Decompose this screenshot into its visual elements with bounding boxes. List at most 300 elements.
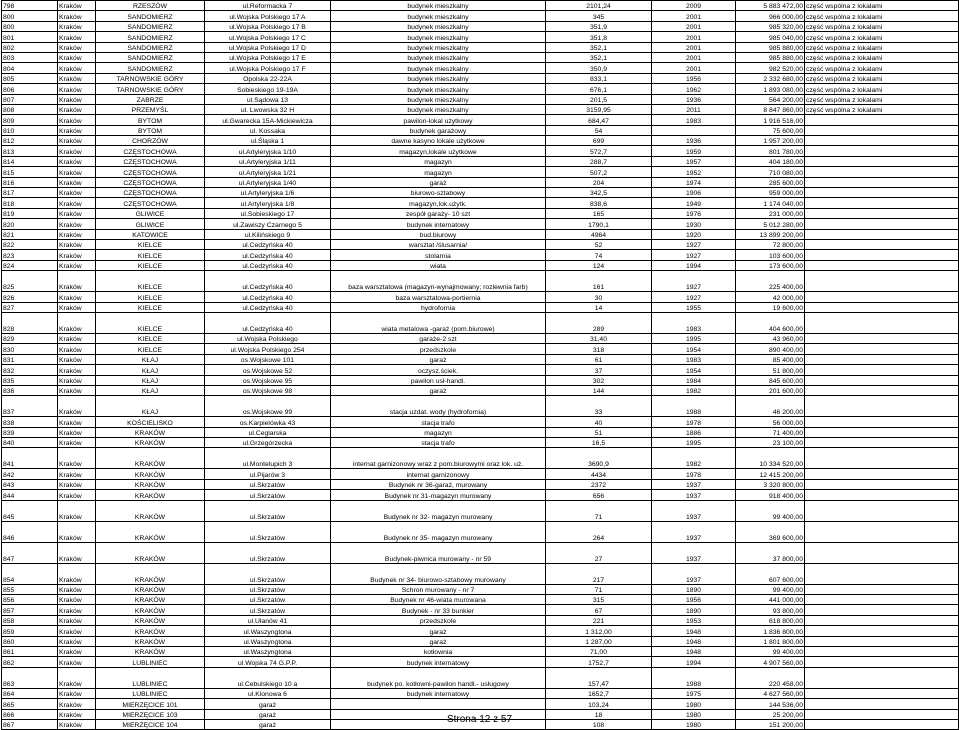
table-cell bbox=[805, 125, 959, 135]
table-cell: bud.biurowy bbox=[331, 229, 546, 239]
table-cell: 18 bbox=[546, 709, 652, 719]
table-cell: ul.Skrzatów bbox=[205, 584, 331, 594]
table-cell: Kraków bbox=[58, 584, 96, 594]
table-cell: 25 200,00 bbox=[736, 709, 805, 719]
table-cell: 1978 bbox=[652, 469, 736, 479]
table-cell: 854 bbox=[2, 563, 58, 584]
table-cell: 342,5 bbox=[546, 188, 652, 198]
table-cell bbox=[805, 292, 959, 302]
table-cell: 823 bbox=[2, 250, 58, 260]
table-cell: garaż bbox=[205, 699, 331, 709]
table-cell: baza warsztatowa-portiernia bbox=[331, 292, 546, 302]
table-cell: KRAKÓW bbox=[96, 563, 205, 584]
table-cell: Kraków bbox=[58, 52, 96, 62]
table-cell bbox=[805, 667, 959, 688]
table-cell: KRAKÓW bbox=[96, 469, 205, 479]
table-cell bbox=[805, 542, 959, 563]
table-cell: Kraków bbox=[58, 448, 96, 469]
table-cell: 285 600,00 bbox=[736, 177, 805, 187]
table-cell: KRAKÓW bbox=[96, 584, 205, 594]
table-cell: część wspólna z lokalami bbox=[805, 21, 959, 31]
table-cell: Kraków bbox=[58, 32, 96, 42]
table-cell: SANDOMIERZ bbox=[96, 11, 205, 21]
table-cell: 1937 bbox=[652, 500, 736, 521]
table-cell: Kraków bbox=[58, 94, 96, 104]
table-cell: 33 bbox=[546, 396, 652, 417]
table-cell: 302 bbox=[546, 375, 652, 385]
table-cell: garaż bbox=[205, 709, 331, 719]
table-row bbox=[2, 136, 959, 146]
table-cell: budynek mieszkalny bbox=[331, 63, 546, 73]
table-cell: część wspólna z lokalami bbox=[805, 84, 959, 94]
table-cell: KATOWICE bbox=[96, 229, 205, 239]
table-cell: Kraków bbox=[58, 657, 96, 667]
table-cell bbox=[805, 605, 959, 615]
table-row bbox=[2, 657, 959, 667]
table-row bbox=[2, 219, 959, 229]
table-cell: 13 899 200,00 bbox=[736, 229, 805, 239]
table-cell: 1957 bbox=[652, 156, 736, 166]
table-cell bbox=[805, 136, 959, 146]
table-cell: 2001 bbox=[652, 32, 736, 42]
table-cell: os.Karpielówka 43 bbox=[205, 417, 331, 427]
table-row bbox=[2, 11, 959, 21]
table-cell: Kraków bbox=[58, 260, 96, 270]
table-cell: 844 bbox=[2, 490, 58, 500]
table-cell: 1 957 200,00 bbox=[736, 136, 805, 146]
table-cell: 807 bbox=[2, 94, 58, 104]
table-cell: KŁAJ bbox=[96, 385, 205, 395]
table-cell: warsztat /ślusarnia/ bbox=[331, 239, 546, 249]
table-cell: Kraków bbox=[58, 208, 96, 218]
table-cell: Kraków bbox=[58, 104, 96, 114]
table-cell: 857 bbox=[2, 605, 58, 615]
table-cell: 1930 bbox=[652, 219, 736, 229]
table-cell: magazyn bbox=[331, 156, 546, 166]
table-cell: ul.Skrzatów bbox=[205, 542, 331, 563]
table-cell: Kraków bbox=[58, 42, 96, 52]
table-cell: budynek mieszkalny bbox=[331, 73, 546, 83]
table-cell: 220 458,00 bbox=[736, 667, 805, 688]
table-cell: 1994 bbox=[652, 657, 736, 667]
table-cell: KIELCE bbox=[96, 344, 205, 354]
table-cell: KIELCE bbox=[96, 302, 205, 312]
table-cell bbox=[805, 417, 959, 427]
table-row bbox=[2, 699, 959, 709]
table-row bbox=[2, 125, 959, 135]
table-cell: Kraków bbox=[58, 490, 96, 500]
table-cell: Kraków bbox=[58, 417, 96, 427]
table-cell: 1984 bbox=[652, 375, 736, 385]
table-cell: 959 000,00 bbox=[736, 188, 805, 198]
table-cell: os.Wojskowe 98 bbox=[205, 385, 331, 395]
table-cell: Kraków bbox=[58, 365, 96, 375]
table-cell: Kraków bbox=[58, 167, 96, 177]
table-cell: ul. Kossaka bbox=[205, 125, 331, 135]
table-cell: 831 bbox=[2, 354, 58, 364]
table-cell: 864 bbox=[2, 688, 58, 698]
table-cell: 572,7 bbox=[546, 146, 652, 156]
table-cell bbox=[805, 365, 959, 375]
table-cell: 4 907 560,00 bbox=[736, 657, 805, 667]
table-row bbox=[2, 333, 959, 343]
table-cell: CZĘSTOCHOWA bbox=[96, 167, 205, 177]
table-cell: Budynek - nr 33 bunkier bbox=[331, 605, 546, 615]
table-cell: 861 bbox=[2, 646, 58, 656]
table-cell: 812 bbox=[2, 136, 58, 146]
table-cell: BYTOM bbox=[96, 115, 205, 125]
table-cell: 72 800,00 bbox=[736, 239, 805, 249]
table-cell: Kraków bbox=[58, 396, 96, 417]
table-cell: Kraków bbox=[58, 699, 96, 709]
table-cell: 315 bbox=[546, 595, 652, 605]
table-cell: LUBLINIEC bbox=[96, 657, 205, 667]
table-row bbox=[2, 239, 959, 249]
table-cell: 820 bbox=[2, 219, 58, 229]
table-cell: magazyn,lokale użytkowe bbox=[331, 146, 546, 156]
table-cell: Kraków bbox=[58, 688, 96, 698]
table-cell: garaż bbox=[331, 636, 546, 646]
table-cell: Kraków bbox=[58, 312, 96, 333]
table-cell bbox=[805, 615, 959, 625]
table-cell: ul.Montelupich 3 bbox=[205, 448, 331, 469]
table-cell: 217 bbox=[546, 563, 652, 584]
table-cell: budynek mieszkalny bbox=[331, 21, 546, 31]
table-cell: 806 bbox=[2, 84, 58, 94]
table-cell: magazyn,lok.użytk. bbox=[331, 198, 546, 208]
table-cell: 1976 bbox=[652, 208, 736, 218]
table-cell: ul.Pijarów 3 bbox=[205, 469, 331, 479]
table-cell bbox=[805, 156, 959, 166]
table-cell: biurowo-sztabowy bbox=[331, 188, 546, 198]
table-cell: 1 801 800,00 bbox=[736, 636, 805, 646]
table-cell: część wspólna z lokalami bbox=[805, 73, 959, 83]
table-cell: ul.Skrzatów bbox=[205, 521, 331, 542]
table-cell: 1936 bbox=[652, 94, 736, 104]
table-cell: 818 bbox=[2, 198, 58, 208]
table-cell bbox=[805, 595, 959, 605]
table-cell: Schron murowany - nr 7 bbox=[331, 584, 546, 594]
table-cell: baza warsztatowa (magazyn-wynajmowany; rozlewnia farb) bbox=[331, 271, 546, 292]
table-cell: budynek mieszkalny bbox=[331, 94, 546, 104]
table-cell: 839 bbox=[2, 427, 58, 437]
table-cell: 815 bbox=[2, 167, 58, 177]
table-cell bbox=[805, 479, 959, 489]
table-cell: Kraków bbox=[58, 198, 96, 208]
table-cell: 867 bbox=[2, 719, 58, 729]
table-cell: ul.Waszyngtona bbox=[205, 636, 331, 646]
table-cell: 1982 bbox=[652, 448, 736, 469]
table-cell: Kraków bbox=[58, 177, 96, 187]
table-cell: 369 600,00 bbox=[736, 521, 805, 542]
table-cell: budynek mieszkalny bbox=[331, 84, 546, 94]
table-row bbox=[2, 312, 959, 333]
table-cell: magazyn bbox=[331, 427, 546, 437]
table-cell: budynek mieszkalny bbox=[331, 42, 546, 52]
table-cell: KRAKÓW bbox=[96, 595, 205, 605]
table-cell: 1 836 800,00 bbox=[736, 626, 805, 636]
table-cell: ul.Skrzatów bbox=[205, 595, 331, 605]
asset-table bbox=[1, 0, 959, 730]
table-cell: ul.Zawiszy Czarnego 5 bbox=[205, 219, 331, 229]
table-cell: stacja uzdat. wody (hydrofornia) bbox=[331, 396, 546, 417]
table-cell: 4 627 560,00 bbox=[736, 688, 805, 698]
table-cell: KRAKÓW bbox=[96, 438, 205, 448]
table-cell: 824 bbox=[2, 260, 58, 270]
table-cell: SANDOMIERZ bbox=[96, 21, 205, 31]
table-cell bbox=[805, 427, 959, 437]
table-cell: TARNOWSKIE GÓRY bbox=[96, 84, 205, 94]
table-cell: 1890 bbox=[652, 584, 736, 594]
table-cell: 798 bbox=[2, 1, 58, 11]
table-cell: Kraków bbox=[58, 563, 96, 584]
table-cell: 204 bbox=[546, 177, 652, 187]
table-row bbox=[2, 448, 959, 469]
table-cell: Kraków bbox=[58, 344, 96, 354]
table-cell: Kraków bbox=[58, 479, 96, 489]
table-cell: Kraków bbox=[58, 292, 96, 302]
table-cell: 828 bbox=[2, 312, 58, 333]
table-cell bbox=[805, 146, 959, 156]
table-row bbox=[2, 42, 959, 52]
table-cell: 144 536,00 bbox=[736, 699, 805, 709]
table-cell: budynek po. kotłowni-pawilon handl.- usługowy bbox=[331, 667, 546, 688]
table-cell bbox=[805, 229, 959, 239]
table-row bbox=[2, 479, 959, 489]
table-row bbox=[2, 667, 959, 688]
table-cell: GLIWICE bbox=[96, 219, 205, 229]
table-cell: 1 174 040,00 bbox=[736, 198, 805, 208]
table-cell: oczysz.ściek. bbox=[331, 365, 546, 375]
table-cell: 859 bbox=[2, 626, 58, 636]
table-cell: 832 bbox=[2, 365, 58, 375]
table-cell: 1980 bbox=[652, 699, 736, 709]
table-cell: 676,1 bbox=[546, 84, 652, 94]
table-cell: KRAKÓW bbox=[96, 542, 205, 563]
table-cell: zespół garaży- 10 szt bbox=[331, 208, 546, 218]
table-cell: 1 916 516,00 bbox=[736, 115, 805, 125]
table-cell: 837 bbox=[2, 396, 58, 417]
table-cell: MIERZĘCICE 104 bbox=[96, 719, 205, 729]
table-cell: 19 600,00 bbox=[736, 302, 805, 312]
table-cell bbox=[805, 521, 959, 542]
table-cell: Kraków bbox=[58, 63, 96, 73]
table-cell: stacja trafo bbox=[331, 417, 546, 427]
table-cell: Kraków bbox=[58, 354, 96, 364]
table-cell: 1954 bbox=[652, 365, 736, 375]
table-cell: 856 bbox=[2, 595, 58, 605]
table-cell: ul.Wojska 74 G.P.P. bbox=[205, 657, 331, 667]
table-cell: Kraków bbox=[58, 188, 96, 198]
table-cell: 288,7 bbox=[546, 156, 652, 166]
table-cell: 23 100,00 bbox=[736, 438, 805, 448]
table-row bbox=[2, 94, 959, 104]
table-cell bbox=[805, 312, 959, 333]
table-cell: KRAKÓW bbox=[96, 521, 205, 542]
table-cell: 829 bbox=[2, 333, 58, 343]
table-row bbox=[2, 32, 959, 42]
table-cell: 918 400,00 bbox=[736, 490, 805, 500]
table-cell: część wspólna z lokalami bbox=[805, 63, 959, 73]
table-cell: 345 bbox=[546, 11, 652, 21]
table-cell: 56 000,00 bbox=[736, 417, 805, 427]
table-cell: LUBLINIEC bbox=[96, 667, 205, 688]
table-cell: 71,00 bbox=[546, 646, 652, 656]
table-cell: 1978 bbox=[652, 417, 736, 427]
table-cell: 161 bbox=[546, 271, 652, 292]
table-cell: 825 bbox=[2, 271, 58, 292]
table-cell: Kraków bbox=[58, 73, 96, 83]
table-row bbox=[2, 563, 959, 584]
table-row bbox=[2, 438, 959, 448]
table-cell: 810 bbox=[2, 125, 58, 135]
table-cell: internat garnizonowy bbox=[331, 469, 546, 479]
table-cell: 813 bbox=[2, 146, 58, 156]
table-cell: Kraków bbox=[58, 636, 96, 646]
table-cell: SANDOMIERZ bbox=[96, 32, 205, 42]
table-cell: 71 bbox=[546, 500, 652, 521]
table-cell: ul.Wojska Polskiego 17 E bbox=[205, 52, 331, 62]
table-cell: przedszkole bbox=[331, 344, 546, 354]
table-cell bbox=[805, 177, 959, 187]
table-cell: 201,5 bbox=[546, 94, 652, 104]
table-row bbox=[2, 385, 959, 395]
table-cell: 2001 bbox=[652, 42, 736, 52]
table-cell: 1995 bbox=[652, 333, 736, 343]
table-cell: KRAKÓW bbox=[96, 615, 205, 625]
table-cell: 822 bbox=[2, 239, 58, 249]
table-cell bbox=[805, 646, 959, 656]
table-cell: 43 960,00 bbox=[736, 333, 805, 343]
table-cell: 1983 bbox=[652, 115, 736, 125]
table-cell: 221 bbox=[546, 615, 652, 625]
table-cell: 151 200,00 bbox=[736, 719, 805, 729]
table-cell: ul.Śląska 1 bbox=[205, 136, 331, 146]
table-cell: Budynek nr 34- biurowo-sztabowy murowany bbox=[331, 563, 546, 584]
table-cell: 173 600,00 bbox=[736, 260, 805, 270]
table-cell: 1954 bbox=[652, 344, 736, 354]
table-cell: 1962 bbox=[652, 84, 736, 94]
table-cell: 1988 bbox=[652, 667, 736, 688]
table-cell: os.Wojskowe 99 bbox=[205, 396, 331, 417]
table-cell: 684,47 bbox=[546, 115, 652, 125]
table-cell: pawilon-lokal użytkowy bbox=[331, 115, 546, 125]
table-cell: 803 bbox=[2, 52, 58, 62]
table-cell: ul.Artyleryjska 1/8 bbox=[205, 198, 331, 208]
table-cell: 2011 bbox=[652, 104, 736, 114]
table-cell: 2101,24 bbox=[546, 1, 652, 11]
table-cell: PRZEMYŚL bbox=[96, 104, 205, 114]
table-cell: 37 800,00 bbox=[736, 542, 805, 563]
table-row bbox=[2, 229, 959, 239]
table-cell: KIELCE bbox=[96, 271, 205, 292]
table-cell: 985 040,00 bbox=[736, 32, 805, 42]
table-cell: 838 bbox=[2, 417, 58, 427]
table-cell: budynek mieszkalny bbox=[331, 11, 546, 21]
table-cell: Budynek-piwnica murowany - nr 59 bbox=[331, 542, 546, 563]
table-cell: ul.Cedzyńska 40 bbox=[205, 292, 331, 302]
table-cell: dawne kasyno lokale użytkowe bbox=[331, 136, 546, 146]
table-row bbox=[2, 188, 959, 198]
table-cell: ul.Waszyngtona bbox=[205, 646, 331, 656]
table-row bbox=[2, 396, 959, 417]
table-cell bbox=[805, 699, 959, 709]
table-cell: ul.Wojska Polskiego bbox=[205, 333, 331, 343]
table-cell: 40 bbox=[546, 417, 652, 427]
table-cell: 866 bbox=[2, 709, 58, 719]
table-cell: ul.Artyleryjska 1/10 bbox=[205, 146, 331, 156]
table-cell: TARNOWSKIE GÓRY bbox=[96, 73, 205, 83]
table-cell: CZĘSTOCHOWA bbox=[96, 188, 205, 198]
table-cell: 1956 bbox=[652, 73, 736, 83]
table-cell: 845 600,00 bbox=[736, 375, 805, 385]
table-cell: ul.Ułanów 41 bbox=[205, 615, 331, 625]
table-cell: KRAKÓW bbox=[96, 646, 205, 656]
table-cell bbox=[805, 385, 959, 395]
table-cell: CZĘSTOCHOWA bbox=[96, 146, 205, 156]
table-cell: 1956 bbox=[652, 595, 736, 605]
table-cell bbox=[805, 626, 959, 636]
table-cell: 165 bbox=[546, 208, 652, 218]
table-cell: pawilon usł-handl. bbox=[331, 375, 546, 385]
table-cell bbox=[805, 167, 959, 177]
table-cell: 14 bbox=[546, 302, 652, 312]
table-cell: 863 bbox=[2, 667, 58, 688]
table-cell bbox=[805, 354, 959, 364]
table-cell: garaż bbox=[205, 719, 331, 729]
table-cell: 830 bbox=[2, 344, 58, 354]
table-cell: 1906 bbox=[652, 188, 736, 198]
table-cell bbox=[805, 188, 959, 198]
table-cell bbox=[805, 344, 959, 354]
table-cell: ul.Cedzyńska 40 bbox=[205, 260, 331, 270]
table-row bbox=[2, 375, 959, 385]
table-cell: budynek internatowy bbox=[331, 657, 546, 667]
table-cell bbox=[805, 438, 959, 448]
table-cell: ul.Skrzatów bbox=[205, 500, 331, 521]
table-row bbox=[2, 292, 959, 302]
table-row bbox=[2, 605, 959, 615]
table-cell: SANDOMIERZ bbox=[96, 52, 205, 62]
table-cell: 1886 bbox=[652, 427, 736, 437]
table-cell: Kraków bbox=[58, 1, 96, 11]
table-cell: ul.Sądowa 13 bbox=[205, 94, 331, 104]
table-cell: 37 bbox=[546, 365, 652, 375]
table-cell: Kraków bbox=[58, 21, 96, 31]
table-row bbox=[2, 52, 959, 62]
table-cell: 1995 bbox=[652, 438, 736, 448]
table-cell: ZABRZE bbox=[96, 94, 205, 104]
table-cell bbox=[652, 125, 736, 135]
table-cell: 2001 bbox=[652, 11, 736, 21]
table-cell: os.Wojskowe 95 bbox=[205, 375, 331, 385]
table-cell: KRAKÓW bbox=[96, 490, 205, 500]
table-row bbox=[2, 302, 959, 312]
table-cell: 826 bbox=[2, 292, 58, 302]
table-cell: 841 bbox=[2, 448, 58, 469]
table-cell: KIELCE bbox=[96, 239, 205, 249]
table-cell: garaż bbox=[331, 626, 546, 636]
table-cell: 819 bbox=[2, 208, 58, 218]
table-cell: RZESZÓW bbox=[96, 1, 205, 11]
table-cell: 838,6 bbox=[546, 198, 652, 208]
table-cell: 99 400,00 bbox=[736, 500, 805, 521]
table-cell: Kraków bbox=[58, 385, 96, 395]
table-cell: SANDOMIERZ bbox=[96, 63, 205, 73]
table-cell: Kraków bbox=[58, 615, 96, 625]
table-cell: KRAKÓW bbox=[96, 626, 205, 636]
table-cell: 833,1 bbox=[546, 73, 652, 83]
